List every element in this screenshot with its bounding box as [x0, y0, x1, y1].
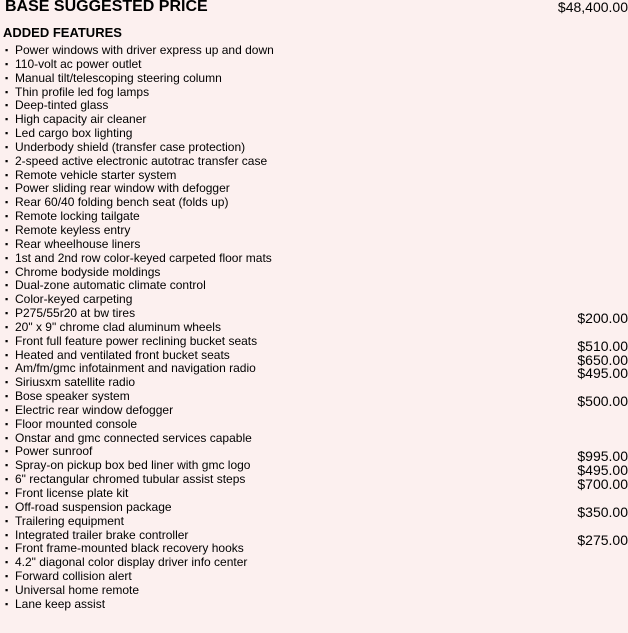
feature-price: $995.00	[577, 448, 628, 465]
feature-item	[0, 541, 628, 555]
bullet-icon: ▪	[5, 197, 9, 208]
feature-price: $650.00	[577, 351, 628, 368]
feature-item	[0, 292, 628, 306]
feature-item	[0, 597, 628, 611]
feature-label: Rear 60/40 folding bench seat (folds up)	[15, 195, 229, 210]
bullet-icon: ▪	[5, 349, 9, 360]
feature-label: Color-keyed carpeting	[15, 292, 133, 307]
bullet-icon: ▪	[5, 446, 9, 457]
bullet-icon: ▪	[5, 321, 9, 332]
feature-label: 20" x 9" chrome clad aluminum wheels	[15, 319, 221, 334]
feature-label: Remote vehicle starter system	[15, 167, 177, 182]
bullet-icon: ▪	[5, 183, 9, 194]
feature-label: Underbody shield (transfer case protection)	[15, 139, 246, 154]
feature-label: Front license plate kit	[15, 486, 129, 500]
bullet-icon: ▪	[5, 474, 9, 485]
base-price-title: BASE SUGGESTED PRICE	[5, 0, 208, 15]
bullet-icon: ▪	[5, 584, 9, 595]
feature-label: Power sunroof	[15, 444, 93, 459]
feature-item	[0, 569, 628, 583]
feature-item	[0, 112, 628, 126]
feature-item	[0, 583, 628, 597]
feature-price: $495.00	[577, 462, 628, 479]
feature-label: Universal home remote	[15, 582, 140, 597]
feature-item	[0, 57, 628, 71]
feature-label: Manual tilt/telescoping steering column	[15, 70, 222, 85]
feature-item	[0, 251, 628, 265]
bullet-icon: ▪	[5, 335, 9, 346]
feature-label: 110-volt ac power outlet	[15, 56, 142, 71]
feature-item	[0, 168, 628, 182]
feature-item	[0, 278, 628, 292]
feature-item	[0, 320, 628, 334]
feature-item	[0, 431, 628, 445]
feature-price: $350.00	[577, 503, 628, 520]
feature-item	[0, 181, 628, 195]
feature-item	[0, 237, 628, 251]
bullet-icon: ▪	[5, 86, 9, 97]
bullet-icon: ▪	[5, 211, 9, 222]
feature-item	[0, 154, 628, 168]
bullet-icon: ▪	[5, 432, 9, 443]
added-features-title: ADDED FEATURES	[3, 25, 122, 40]
bullet-icon: ▪	[5, 404, 9, 415]
bullet-icon: ▪	[5, 418, 9, 429]
bullet-icon: ▪	[5, 224, 9, 235]
bullet-icon: ▪	[5, 557, 9, 568]
feature-label: 1st and 2nd row color-keyed carpeted floor mats	[15, 250, 272, 265]
feature-label: High capacity air cleaner	[15, 112, 147, 127]
bullet-icon: ▪	[5, 571, 9, 582]
feature-item	[0, 527, 628, 548]
feature-item	[0, 347, 628, 368]
bullet-icon: ▪	[5, 114, 9, 125]
feature-price: $500.00	[577, 393, 628, 410]
feature-label: Integrated trailer brake controller	[15, 527, 189, 542]
feature-item	[0, 514, 628, 528]
feature-item	[0, 71, 628, 85]
feature-item	[0, 444, 628, 465]
bullet-icon: ▪	[5, 252, 9, 263]
feature-label: Led cargo box lighting	[15, 126, 133, 141]
feature-item	[0, 223, 628, 237]
bullet-icon: ▪	[5, 515, 9, 526]
feature-price: $510.00	[577, 337, 628, 354]
feature-label: Power windows with driver express up and down	[15, 43, 274, 57]
bullet-icon: ▪	[5, 169, 9, 180]
feature-label: Dual-zone automatic climate control	[15, 278, 206, 293]
feature-label: Front frame-mounted black recovery hooks	[15, 541, 244, 556]
bullet-icon: ▪	[5, 155, 9, 166]
feature-label: Front full feature power reclining bucket seats	[15, 333, 258, 348]
feature-item	[0, 98, 628, 112]
feature-item	[0, 333, 628, 354]
feature-label: Floor mounted console	[15, 416, 138, 431]
feature-item	[0, 555, 628, 569]
bullet-icon: ▪	[5, 72, 9, 83]
feature-label: Thin profile led fog lamps	[15, 84, 150, 99]
feature-label: Trailering equipment	[15, 513, 124, 528]
feature-label: Spray-on pickup box bed liner with gmc logo	[15, 458, 251, 473]
bullet-icon: ▪	[5, 58, 9, 69]
feature-list	[0, 43, 628, 611]
bullet-icon: ▪	[5, 598, 9, 609]
feature-item	[0, 458, 628, 479]
feature-label: Heated and ventilated front bucket seats	[15, 347, 230, 362]
bullet-icon: ▪	[5, 543, 9, 554]
feature-label: Chrome bodyside moldings	[15, 264, 161, 279]
feature-label: Am/fm/gmc infotainment and navigation radio	[15, 361, 256, 376]
feature-item	[0, 403, 628, 417]
base-price-value: $48,400.00	[557, 0, 628, 15]
base-price-row	[5, 0, 628, 18]
feature-label: Deep-tinted glass	[15, 98, 109, 113]
bullet-icon: ▪	[5, 363, 9, 374]
bullet-icon: ▪	[5, 501, 9, 512]
feature-label: Remote keyless entry	[15, 222, 131, 237]
feature-label: Lane keep assist	[15, 596, 106, 611]
feature-item	[0, 375, 628, 389]
bullet-icon: ▪	[5, 308, 9, 319]
feature-price: $275.00	[577, 531, 628, 548]
feature-item	[0, 195, 628, 209]
feature-label: Siriusxm satellite radio	[15, 375, 136, 390]
feature-label: Off-road suspension package	[15, 499, 172, 514]
feature-price: $700.00	[577, 476, 628, 493]
bullet-icon: ▪	[5, 141, 9, 152]
bullet-icon: ▪	[5, 294, 9, 305]
feature-label: Rear wheelhouse liners	[15, 236, 141, 251]
feature-label: 6" rectangular chromed tubular assist steps	[15, 472, 246, 487]
bullet-icon: ▪	[5, 280, 9, 291]
bullet-icon: ▪	[5, 529, 9, 540]
feature-item	[0, 361, 628, 382]
feature-item	[0, 417, 628, 431]
bullet-icon: ▪	[5, 377, 9, 388]
bullet-icon: ▪	[5, 45, 9, 55]
feature-item	[0, 126, 628, 140]
feature-item	[0, 499, 628, 520]
bullet-icon: ▪	[5, 266, 9, 277]
feature-item	[0, 265, 628, 279]
bullet-icon: ▪	[5, 128, 9, 139]
feature-label: Bose speaker system	[15, 389, 130, 404]
bullet-icon: ▪	[5, 488, 9, 498]
feature-label: Remote locking tailgate	[15, 209, 140, 224]
feature-item	[0, 140, 628, 154]
feature-price: $495.00	[577, 365, 628, 382]
feature-label: 2-speed active electronic autotrac transfer case	[15, 153, 268, 168]
feature-item	[0, 486, 628, 500]
bullet-icon: ▪	[5, 238, 9, 249]
feature-label: P275/55r20 at bw tires	[15, 306, 136, 321]
feature-price: $200.00	[577, 310, 628, 327]
feature-item	[0, 43, 628, 57]
feature-label: Power sliding rear window with defogger	[15, 181, 230, 196]
feature-label: 4.2" diagonal color display driver info center	[15, 555, 248, 570]
feature-label: Onstar and gmc connected services capable	[15, 430, 252, 445]
bullet-icon: ▪	[5, 391, 9, 402]
feature-item	[0, 209, 628, 223]
feature-label: Forward collision alert	[15, 569, 132, 584]
feature-item	[0, 85, 628, 99]
bullet-icon: ▪	[5, 460, 9, 471]
feature-label: Electric rear window defogger	[15, 402, 174, 417]
bullet-icon: ▪	[5, 100, 9, 111]
